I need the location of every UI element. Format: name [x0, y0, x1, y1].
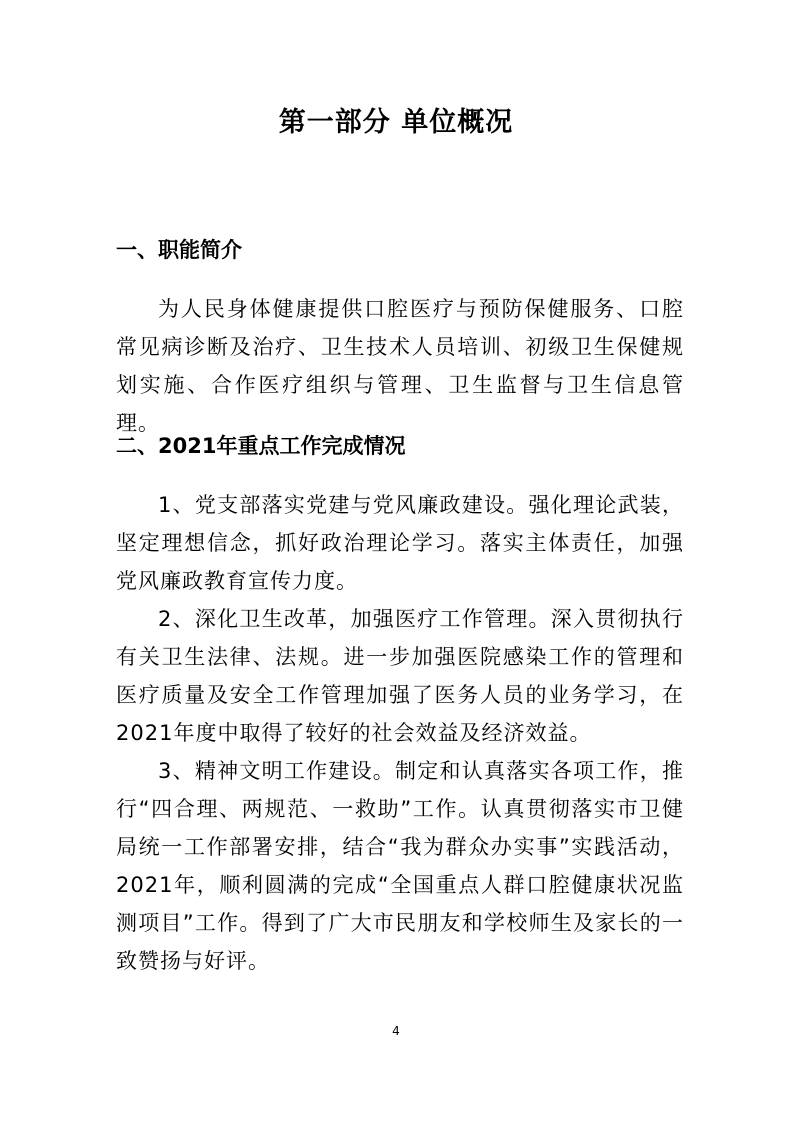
paragraph-party-building: 1、党支部落实党建与党风廉政建设。强化理论武装，坚定理想信念，抓好政治理论学习。落实主体责任，加强党风廉政教育宣传力度。 [116, 493, 684, 593]
paragraph-functions: 为人民身体健康提供口腔医疗与预防保健服务、口腔常见病诊断及治疗、卫生技术人员培训、初级卫生保健规划实施、合作医疗组织与管理、卫生监督与卫生信息管理。 [116, 297, 684, 435]
paragraph-health-reform: 2、深化卫生改革，加强医疗工作管理。深入贯彻执行有关卫生法律、法规。进一步加强医院感染工作的管理和医疗质量及安全工作管理加强了医务人员的业务学习，在2021年度中取得了较好的社会效益及经济效益。 [116, 607, 684, 745]
section-heading-work-2021: 二、2021年重点工作完成情况 [116, 434, 406, 458]
paragraph-civilization: 3、精神文明工作建设。制定和认真落实各项工作，推行“四合理、两规范、一救助”工作。认真贯彻落实市卫健局统一工作部署安排，结合“我为群众办实事”实践活动，2021年，顺利圆满的完成“全国重点人群口腔健康状况监测项目”工作。得到了广大市民朋友和学校师生及家长的一致赞扬与好评。 [116, 759, 684, 973]
page-number: 4 [392, 1024, 400, 1038]
section-heading-functions: 一、职能简介 [116, 238, 242, 262]
page-title: 第一部分 单位概况 [278, 107, 514, 138]
